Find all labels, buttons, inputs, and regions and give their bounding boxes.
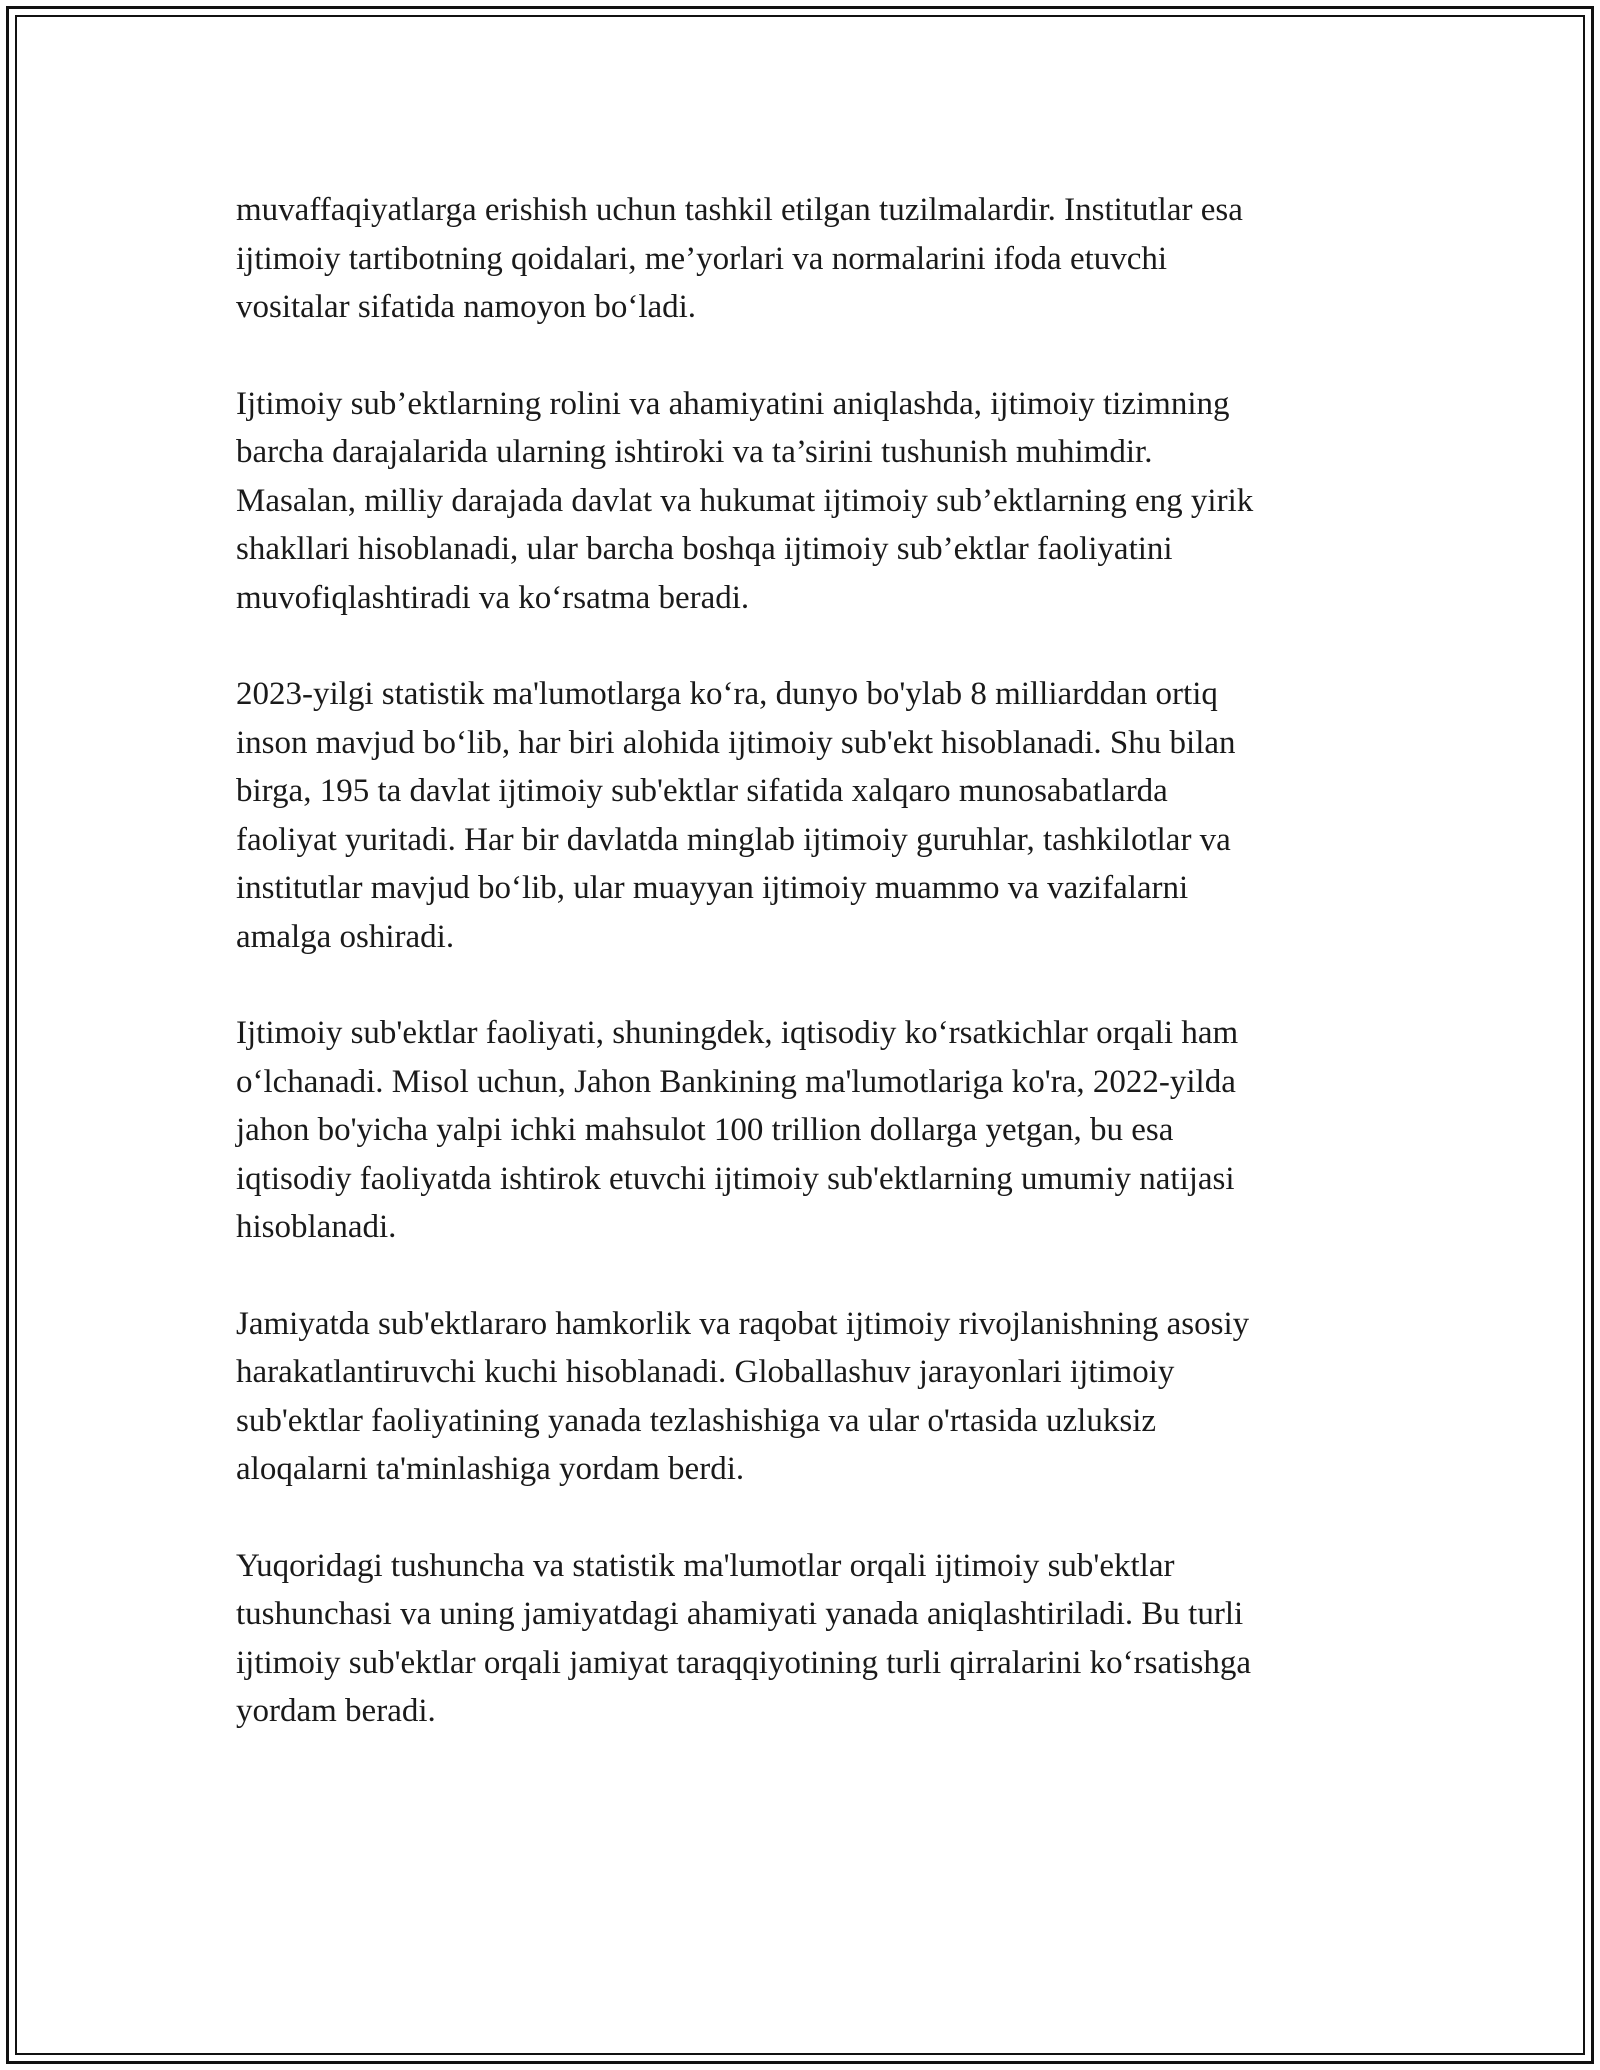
document-body	[236, 186, 1376, 1736]
paragraph-cooperation-competition: Jamiyatda sub'ektlararo hamkorlik va raqobat ijtimoiy rivojlanishning asosiy harakatlantiruvchi kuchi hisoblanadi. Globallashuv jarayonlari ijtimoiy sub'ektlar faoliyatining yanada tezlashishiga va ular o'rtasida uzluksiz aloqalarni ta'minlashiga yordam berdi.	[236, 1305, 1250, 1487]
paragraph-statistics-2023: 2023-yilgi statistik ma'lumotlarga ko‘ra, dunyo bo'ylab 8 milliarddan ortiq inson mavjud bo‘lib, har biri alohida ijtimoiy sub'ekt hisoblanadi. Shu bilan birga, 195 ta davlat ijtimoiy sub'ektlar sifatida xalqaro munosabatlarda faoliyat yuritadi. Har bir davlatda minglab ijtimoiy guruhlar, tashkilotlar va institutlar mavjud bo‘lib, ular muayyan ijtimoiy muammo va vazifalarni amalga oshiradi.	[236, 676, 1236, 955]
paragraph-economic-indicators: Ijtimoiy sub'ektlar faoliyati, shuningdek, iqtisodiy ko‘rsatkichlar orqali ham o‘lchanadi. Misol uchun, Jahon Bankining ma'lumotlariga ko'ra, 2022-yilda jahon bo'yicha yalpi ichki mahsulot 100 trillion dollarga yetgan, bu esa iqtisodiy faoliyatda ishtirok etuvchi ijtimoiy sub'ektlarning umumiy natijasi hisoblanadi.	[236, 1015, 1239, 1245]
paragraph-conclusion: Yuqoridagi tushuncha va statistik ma'lumotlar orqali ijtimoiy sub'ektlar tushunchasi va uning jamiyatdagi ahamiyati yanada aniqlashtiriladi. Bu turli ijtimoiy sub'ektlar orqali jamiyat taraqqiyotining turli qirralarini ko‘rsatishga yordam beradi.	[236, 1547, 1251, 1729]
paragraph-institutions: muvaffaqiyatlarga erishish uchun tashkil etilgan tuzilmalardir. Institutlar esa ijtimoiy tartibotning qoidalari, me’yorlari va normalarini ifoda etuvchi vositalar sifatida namoyon bo‘ladi.	[236, 192, 1243, 325]
paragraph-role-of-subjects: Ijtimoiy sub’ektlarning rolini va ahamiyatini aniqlashda, ijtimoiy tizimning barcha darajalarida ularning ishtiroki va ta’sirini tushunish muhimdir. Masalan, milliy darajada davlat va hukumat ijtimoiy sub’ektlarning eng yirik shakllari hisoblanadi, ular barcha boshqa ijtimoiy sub’ektlar faoliyatini muvofiqlashtiradi va ko‘rsatma beradi.	[236, 385, 1254, 616]
